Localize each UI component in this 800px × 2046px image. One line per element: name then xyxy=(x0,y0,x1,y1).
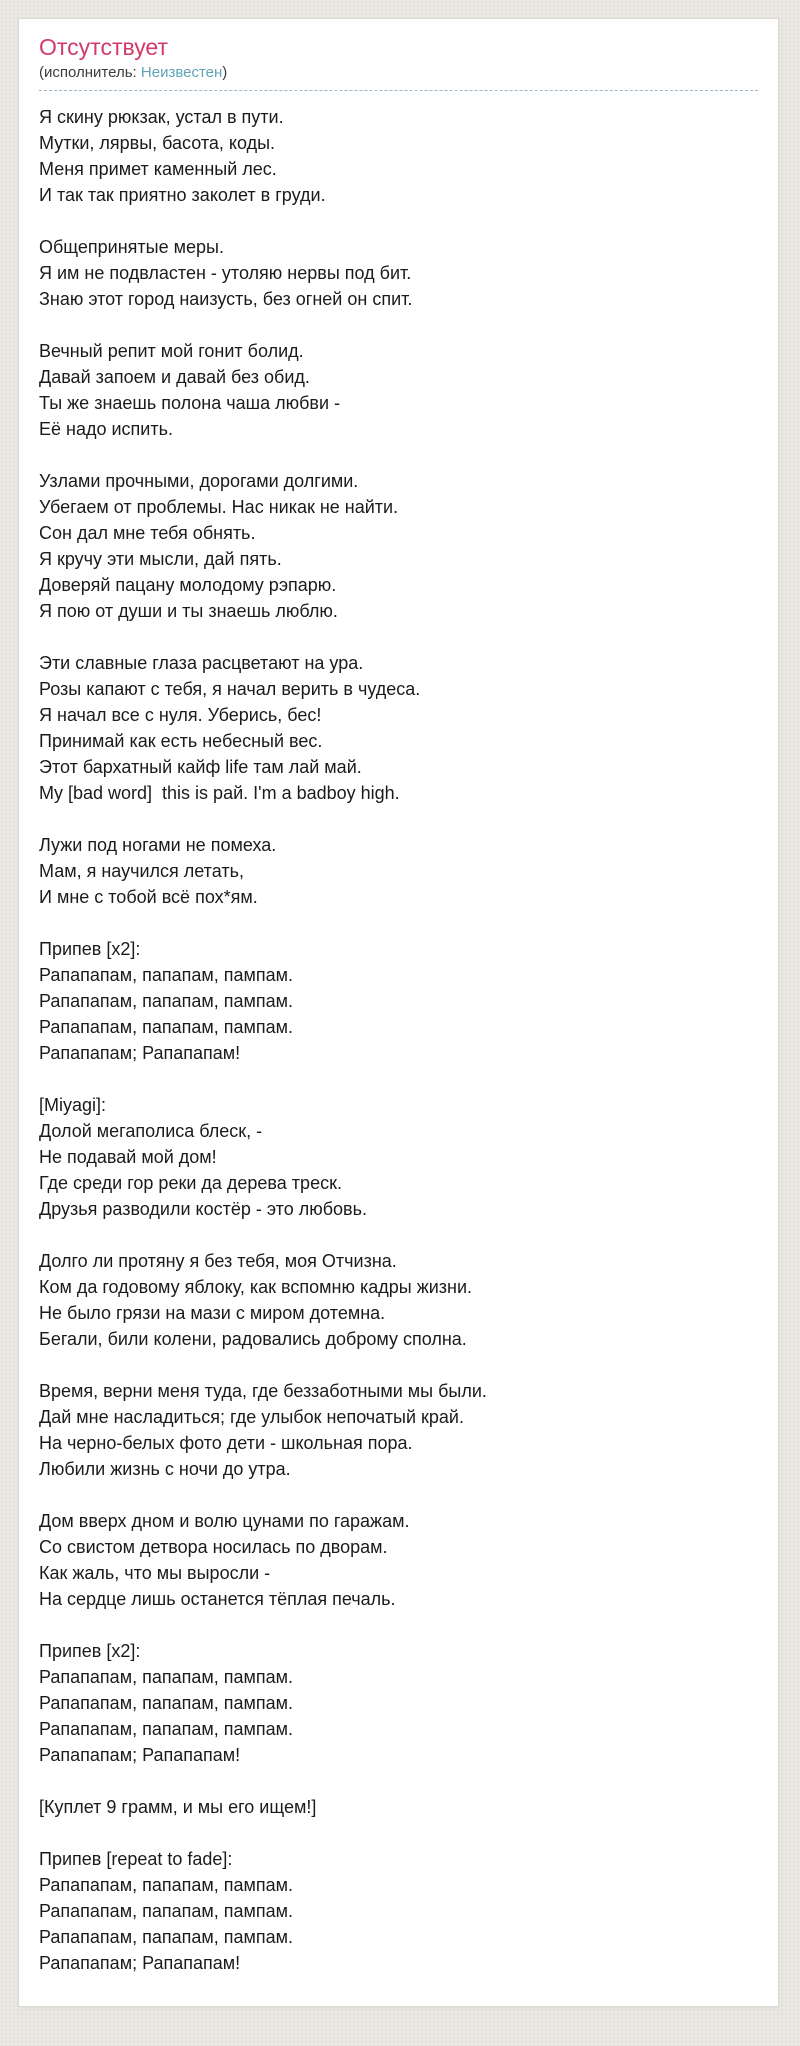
lyrics xyxy=(39,104,758,1976)
lyric-line: Рапапапам, папапам, пампам. xyxy=(39,1900,293,1921)
lyric-line: Этот бархатный кайф life там лай май. xyxy=(39,756,362,777)
lyric-line: Эти славные глаза расцветают на ура. xyxy=(39,652,364,673)
lyric-line: Узлами прочными, дорогами долгими. xyxy=(39,470,359,491)
lyric-line: Любили жизнь с ночи до утра. xyxy=(39,1458,291,1479)
lyric-line: My [bad word] this is рай. I'm a badboy high. xyxy=(39,782,400,803)
artist-label: (исполнитель: xyxy=(39,63,137,81)
lyric-line: Давай запоем и давай без обид. xyxy=(39,366,310,387)
lyric-line: Как жаль, что мы выросли - xyxy=(39,1562,271,1583)
stanza xyxy=(39,650,758,806)
lyric-line: Знаю этот город наизусть, без огней он спит. xyxy=(39,288,413,309)
lyric-line: Общепринятые меры. xyxy=(39,236,224,257)
lyric-line: Мам, я научился летать, xyxy=(39,860,244,881)
stanza xyxy=(39,1638,758,1768)
stanza xyxy=(39,1378,758,1482)
lyric-line: Её надо испить. xyxy=(39,418,173,439)
lyric-line: Рапапапам, папапам, пампам. xyxy=(39,1874,293,1895)
lyric-line: Рапапапам; Рапапапам! xyxy=(39,1744,241,1765)
stanza xyxy=(39,1846,758,1976)
lyric-line: И мне с тобой всё пох*ям. xyxy=(39,886,258,907)
lyric-line: Мутки, лярвы, басота, коды. xyxy=(39,132,276,153)
lyric-line: Принимай как есть небесный вес. xyxy=(39,730,323,751)
lyric-line: Сон дал мне тебя обнять. xyxy=(39,522,256,543)
lyric-line: [Куплет 9 грамм, и мы его ищем!] xyxy=(39,1796,317,1817)
lyric-line: Не было грязи на мази с миром дотемна. xyxy=(39,1302,386,1323)
lyric-line: Время, верни меня туда, где беззаботными мы были. xyxy=(39,1380,487,1401)
stanza xyxy=(39,104,758,208)
lyric-line: Где среди гор реки да дерева треск. xyxy=(39,1172,342,1193)
stanza xyxy=(39,1092,758,1222)
lyric-line: Со свистом детвора носилась по дворам. xyxy=(39,1536,388,1557)
page-title: Отсутствует xyxy=(39,34,168,60)
lyric-line: Долго ли протяну я без тебя, моя Отчизна. xyxy=(39,1250,397,1271)
stanza xyxy=(39,1508,758,1612)
lyric-line: Рапапапам, папапам, пампам. xyxy=(39,990,293,1011)
artist-link[interactable]: Неизвестен xyxy=(140,63,223,81)
lyric-line: Рапапапам, папапам, пампам. xyxy=(39,964,293,985)
lyric-line: Доверяй пацану молодому рэпарю. xyxy=(39,574,337,595)
lyric-line: Лужи под ногами не помеха. xyxy=(39,834,277,855)
lyric-line: Долой мегаполиса блеск, - xyxy=(39,1120,263,1141)
lyric-line: Убегаем от проблемы. Нас никак не найти. xyxy=(39,496,399,517)
stanza xyxy=(39,234,758,312)
stanza xyxy=(39,468,758,624)
stanza xyxy=(39,1248,758,1352)
song-header xyxy=(39,33,758,91)
lyric-line: Розы капают с тебя, я начал верить в чудеса. xyxy=(39,678,421,699)
lyric-line: Меня примет каменный лес. xyxy=(39,158,277,179)
lyric-line: Дай мне насладиться; где улыбок непочатый край. xyxy=(39,1406,464,1427)
lyric-line: Припев [x2]: xyxy=(39,1640,141,1661)
lyric-line: Бегали, били колени, радовались доброму сполна. xyxy=(39,1328,467,1349)
stanza xyxy=(39,338,758,442)
lyric-line: Я скину рюкзак, устал в пути. xyxy=(39,106,284,127)
lyric-line: На сердце лишь останется тёплая печаль. xyxy=(39,1588,396,1609)
lyric-line: Припев [x2]: xyxy=(39,938,141,959)
lyric-line: Я кручу эти мысли, дай пять. xyxy=(39,548,282,569)
artist-line xyxy=(39,64,758,91)
lyric-line: Не подавай мой дом! xyxy=(39,1146,217,1167)
lyric-line: [Miyagi]: xyxy=(39,1094,107,1115)
lyric-line: Рапапапам, папапам, пампам. xyxy=(39,1692,293,1713)
artist-suffix: ) xyxy=(222,63,228,81)
lyric-line: Дом вверх дном и волю цунами по гаражам. xyxy=(39,1510,410,1531)
lyric-line: На черно-белых фото дети - школьная пора. xyxy=(39,1432,413,1453)
lyrics-card xyxy=(18,18,779,2007)
lyric-line: Друзья разводили костёр - это любовь. xyxy=(39,1198,367,1219)
stanza xyxy=(39,832,758,910)
lyric-line: Рапапапам, папапам, пампам. xyxy=(39,1718,293,1739)
lyric-line: Рапапапам; Рапапапам! xyxy=(39,1042,241,1063)
lyric-line: Рапапапам, папапам, пампам. xyxy=(39,1926,293,1947)
stanza xyxy=(39,1794,758,1820)
lyric-line: Ты же знаешь полона чаша любви - xyxy=(39,392,341,413)
lyric-line: Я начал все с нуля. Уберись, бес! xyxy=(39,704,322,725)
lyric-line: Припев [repeat to fade]: xyxy=(39,1848,233,1869)
lyric-line: Рапапапам, папапам, пампам. xyxy=(39,1016,293,1037)
lyric-line: Рапапапам, папапам, пампам. xyxy=(39,1666,293,1687)
stanza xyxy=(39,936,758,1066)
lyric-line: Я пою от души и ты знаешь люблю. xyxy=(39,600,338,621)
lyric-line: Рапапапам; Рапапапам! xyxy=(39,1952,241,1973)
lyric-line: И так так приятно заколет в груди. xyxy=(39,184,326,205)
lyric-line: Ком да годовому яблоку, как вспомню кадры жизни. xyxy=(39,1276,473,1297)
lyric-line: Я им не подвластен - утоляю нервы под бит. xyxy=(39,262,412,283)
lyric-line: Вечный репит мой гонит болид. xyxy=(39,340,304,361)
